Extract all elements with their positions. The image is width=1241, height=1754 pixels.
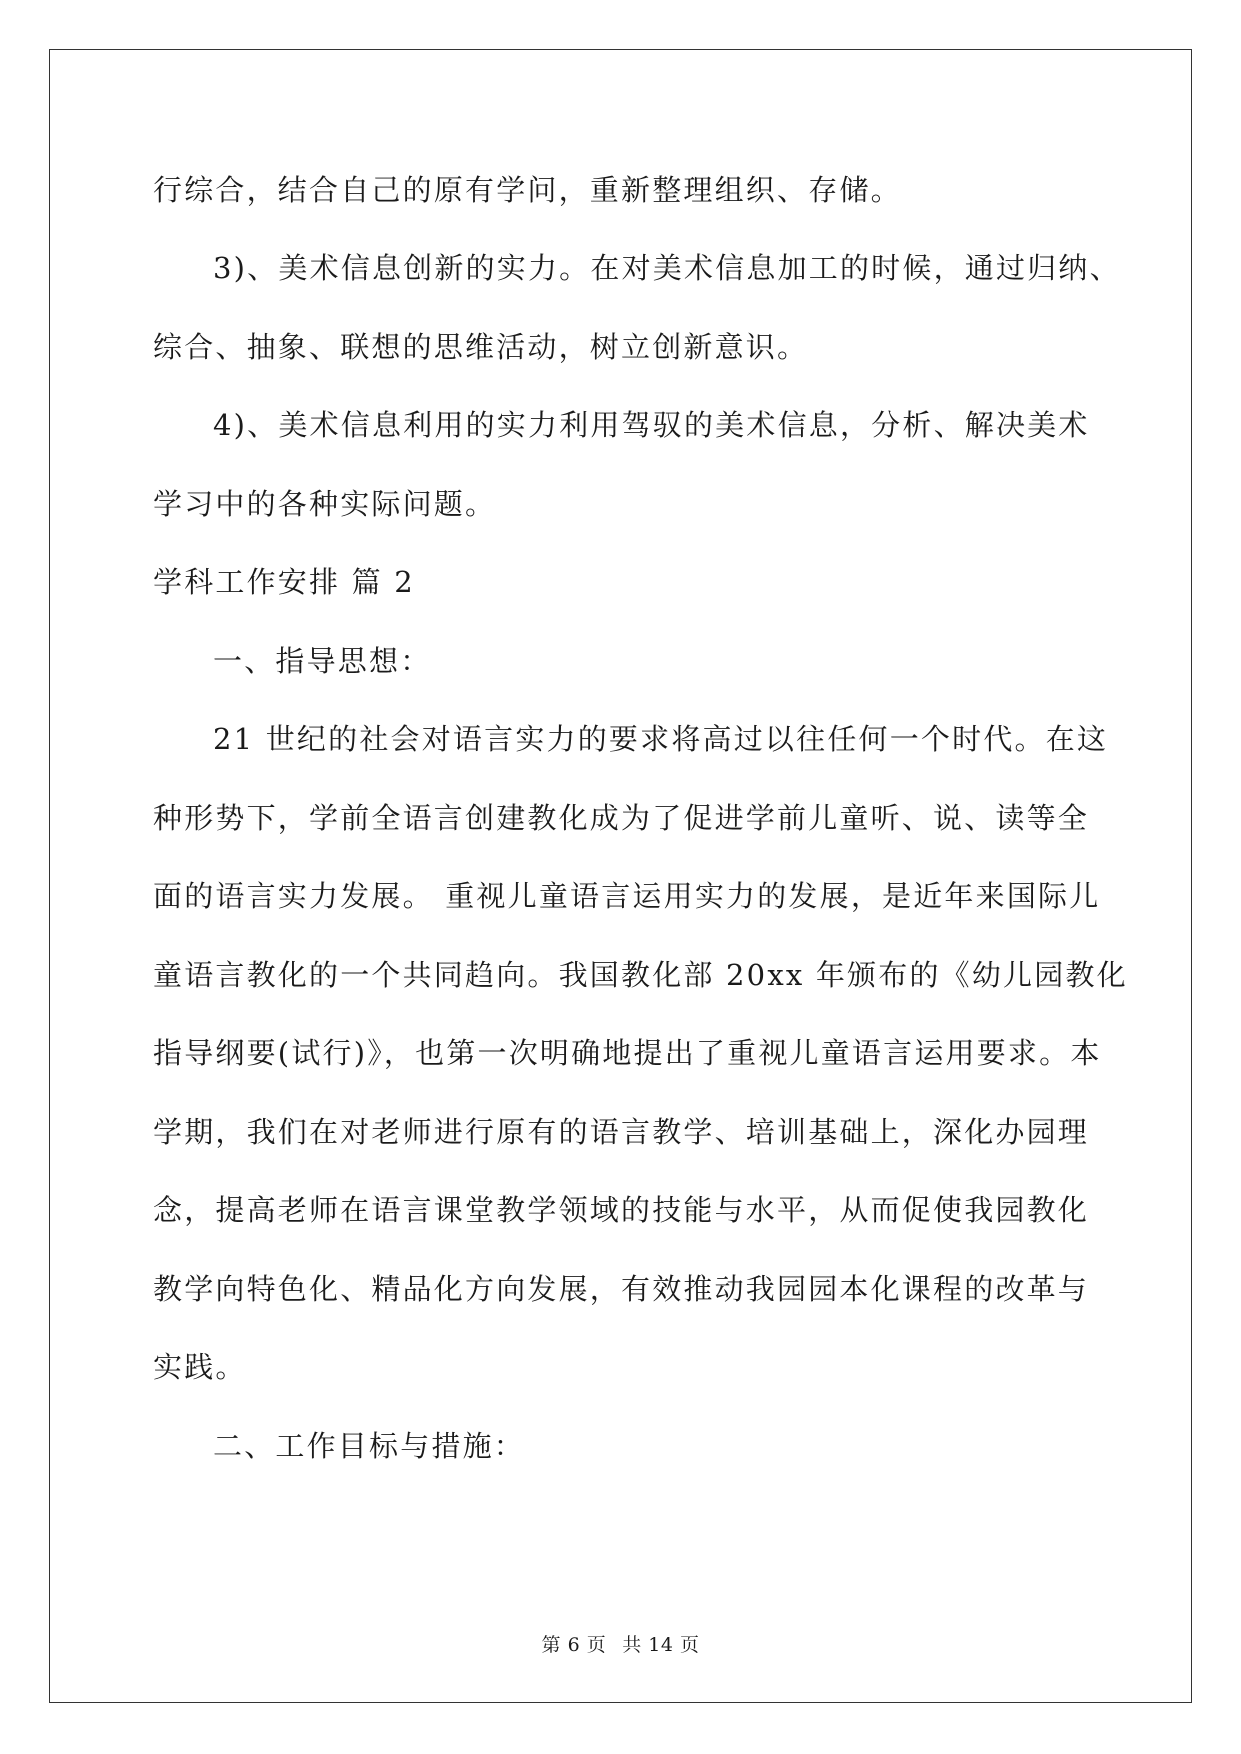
subheading: 二、工作目标与措施：	[213, 1429, 526, 1463]
text-line: 念，提高老师在语言课堂教学领域的技能与水平，从而促使我园教化	[153, 1193, 1090, 1227]
text-line: 面的语言实力发展。 重视儿童语言运用实力的发展，是近年来国际儿	[153, 879, 1101, 913]
text-line: 学期，我们在对老师进行原有的语言教学、培训基础上，深化办园理	[153, 1115, 1090, 1149]
page-number: 第 6 页	[541, 1634, 607, 1656]
text-line: 童语言教化的一个共同趋向。我国教化部 20xx 年颁布的《幼儿园教化	[153, 958, 1128, 992]
text-line: 4)、美术信息利用的实力利用驾驭的美术信息，分析、解决美术	[213, 408, 1090, 442]
text-line: 指导纲要(试行)》，也第一次明确地提出了重视儿童语言运用要求。本	[153, 1036, 1102, 1070]
text-line: 3)、美术信息创新的实力。在对美术信息加工的时候，通过归纳、	[213, 251, 1121, 285]
text-line: 种形势下，学前全语言创建教化成为了促进学前儿童听、说、读等全	[153, 801, 1090, 835]
text-line: 实践。	[153, 1350, 247, 1384]
text-line: 综合、抽象、联想的思维活动，树立创新意识。	[153, 330, 809, 364]
text-line: 21 世纪的社会对语言实力的要求将高过以往任何一个时代。在这	[213, 722, 1109, 756]
subheading: 一、指导思想：	[213, 644, 432, 678]
text-line: 行综合，结合自己的原有学问，重新整理组织、存储。	[153, 173, 902, 207]
page-footer	[0, 1633, 1241, 1657]
text-line: 学习中的各种实际问题。	[153, 487, 497, 521]
page-total: 共 14 页	[622, 1634, 700, 1656]
section-heading: 学科工作安排 篇 2	[153, 565, 415, 599]
text-line: 教学向特色化、精品化方向发展，有效推动我园园本化课程的改革与	[153, 1272, 1090, 1306]
